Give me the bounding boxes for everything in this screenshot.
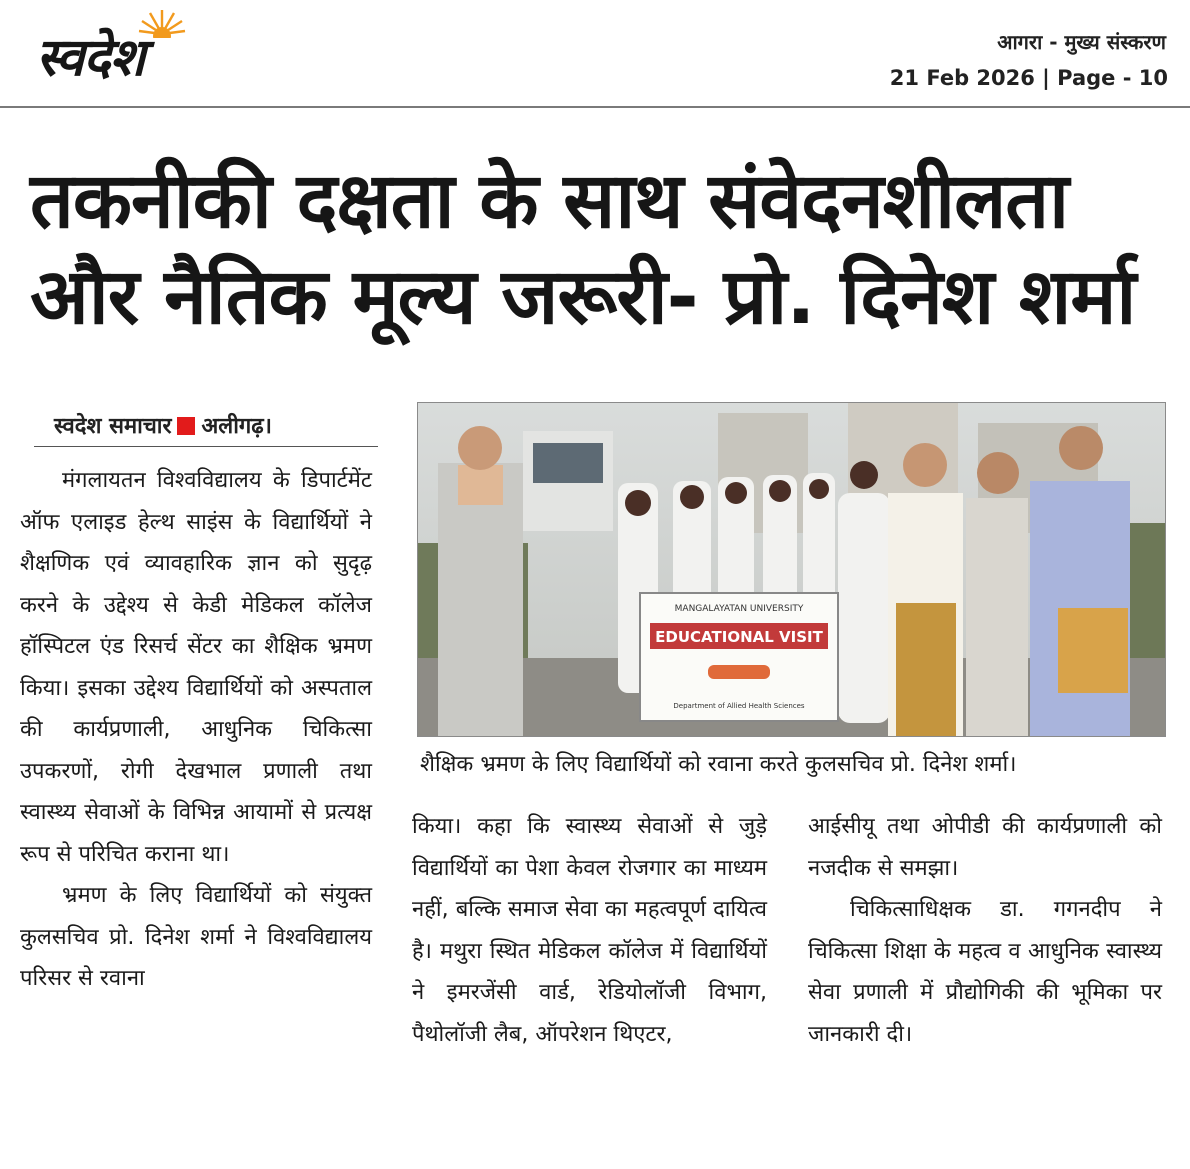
photo-illustration (418, 403, 1165, 736)
article-column-3 (808, 806, 1162, 1055)
issue-date: 21 Feb 2026 (889, 66, 1035, 90)
edition-label: आगरा - मुख्य संस्करण (997, 30, 1166, 54)
news-source: स्वदेश समाचार (54, 414, 172, 439)
banner-title: EDUCATIONAL VISIT (655, 628, 823, 646)
sun-icon (138, 8, 186, 38)
article-headline (30, 154, 1160, 346)
byline-divider (34, 446, 378, 447)
page-number: | Page - 10 (1042, 66, 1168, 90)
banner-footer: Department of Allied Health Sciences (673, 702, 805, 710)
photo-caption: शैक्षिक भ्रमण के लिए विद्यार्थियों को रवाना करते कुलसचिव प्रो. दिनेश शर्मा। (420, 752, 1017, 777)
headline-line-2: और नैतिक मूल्य जरूरी- प्रो. दिनेश शर्मा (30, 253, 1136, 342)
article-column-1 (20, 460, 372, 1000)
red-square-icon (177, 417, 195, 435)
dateline-place: अलीगढ़। (201, 414, 273, 439)
news-photo (417, 402, 1166, 737)
article-column-2 (412, 806, 767, 1055)
paragraph: चिकित्साधिक्षक डा. गगनदीप ने चिकित्सा शिक्षा के महत्व व आधुनिक स्वास्थ्य सेवा प्रणाली में प्रौद्योगिकी की भूमिका पर जानकारी दी। (808, 897, 1162, 1047)
banner-university: MANGALAYATAN UNIVERSITY (674, 604, 804, 614)
byline (54, 410, 272, 440)
paragraph: भ्रमण के लिए विद्यार्थियों को संयुक्त कुलसचिव प्रो. दिनेश शर्मा ने विश्वविद्यालय परिसर से रवाना (20, 883, 372, 991)
masthead (0, 0, 1190, 110)
newspaper-logo (36, 8, 286, 98)
logo-wordmark: स्वदेश (36, 28, 145, 88)
dateline (890, 66, 1168, 90)
headline-line-1: तकनीकी दक्षता के साथ संवेदनशीलता (30, 157, 1069, 246)
paragraph: किया। कहा कि स्वास्थ्य सेवाओं से जुड़े विद्यार्थियों का पेशा केवल रोजगार का माध्यम नहीं, बल्कि समाज सेवा का महत्वपूर्ण दायित्व है। मथुरा स्थित मेडिकल कॉलेज में विद्यार्थियों ने इमरजेंसी वार्ड, रेडियोलॉजी विभाग, पैथोलॉजी लैब, ऑपरेशन थिएटर, (412, 814, 767, 1047)
paragraph: आईसीयू तथा ओपीडी की कार्यप्रणाली को नजदीक से समझा। (808, 814, 1162, 881)
paragraph: मंगलायतन विश्वविद्यालय के डिपार्टमेंट ऑफ एलाइड हेल्थ साइंस के विद्यार्थियों ने शैक्षणिक एवं व्यावहारिक ज्ञान को सुदृढ़ करने के उद्देश्य से केडी मेडिकल कॉलेज हॉस्पिटल एंड रिसर्च सेंटर का शैक्षिक भ्रमण किया। इसका उद्देश्य विद्यार्थियों को अस्पताल की कार्यप्रणाली, आधुनिक चिकित्सा उपकरणों, रोगी देखभाल प्रणाली तथा स्वास्थ्य सेवाओं के विभिन्न आयामों से प्रत्यक्ष रूप से परिचित कराना था। (20, 468, 372, 867)
masthead-divider (0, 106, 1190, 108)
